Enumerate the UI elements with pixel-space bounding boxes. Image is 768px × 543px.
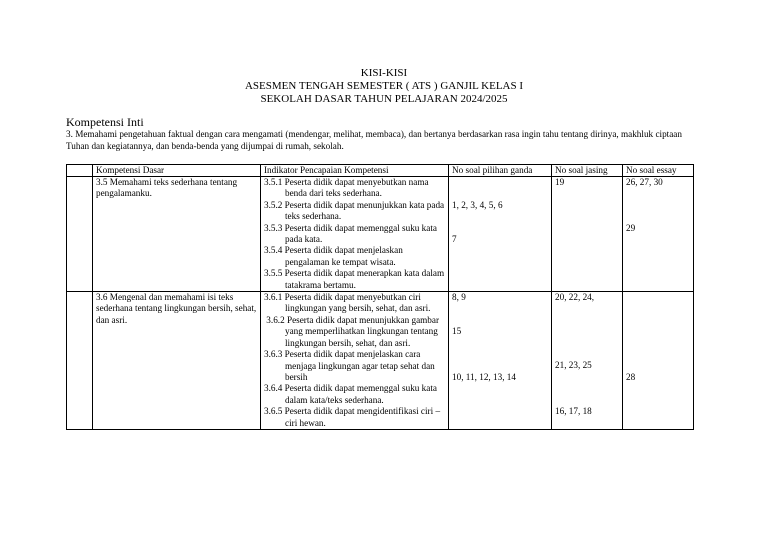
header-pilihan-ganda: No soal pilihan ganda — [449, 165, 552, 177]
header-jasing: No soal jasing — [552, 165, 623, 177]
doc-title: KISI-KISI — [360, 67, 408, 79]
pg-numbers: 10, 11, 12, 13, 14 — [452, 371, 516, 382]
indikator-item: 3.6.2 Peserta didik dapat menunjukkan gambar yang memperlihatkan lingkungan tentang lingkungan bersih, sehat, dan asri. — [264, 314, 442, 348]
jasing-numbers: 19 — [555, 177, 565, 187]
kompetensi-inti-text: 3. Memahami pengetahuan faktual dengan cara mengamati (mendengar, melihat, membaca), dan bertanya berdasarkan rasa ingin tahu tentang dirinya, makhluk ciptaan Tuhan dan kegiatannya, dan benda-benda yang dijumpai di rumah, sekolah. — [66, 129, 682, 151]
pg-numbers: 1, 2, 3, 4, 5, 6 — [452, 199, 503, 210]
essay-numbers: 26, 27, 30 — [626, 177, 663, 187]
pg-cell — [449, 292, 552, 430]
header-cell-blank — [67, 165, 93, 177]
jasing-numbers: 21, 23, 25 — [555, 360, 592, 371]
indikator-item: 3.5.2 Peserta didik dapat menunjukkan kata pada teks sederhana. — [264, 199, 445, 222]
header-indikator: Indikator Pencapaian Kompetensi — [261, 165, 449, 177]
indikator-item: 3.6.3 Peserta didik dapat menjelaskan cara menjaga lingkungan agar tetap sehat dan bersih — [264, 349, 435, 382]
kd-cell: 3.6 Mengenal dan memahami isi teks sederhana tentang lingkungan bersih, sehat, dan asri. — [93, 292, 261, 430]
indikator-item: 3.6.5 Peserta didik dapat mengidentifikasi ciri – ciri hewan. — [264, 406, 441, 428]
jasing-numbers: 20, 22, 24, — [555, 292, 595, 303]
indikator-item: 3.5.4 Peserta didik dapat menjelaskan pengalaman ke tempat wisata. — [264, 245, 403, 267]
doc-school-year: SEKOLAH DASAR TAHUN PELAJARAN 2024/2025 — [260, 93, 508, 105]
table-row — [67, 292, 694, 430]
kisi-kisi-table — [66, 164, 694, 430]
table-header-row — [67, 165, 694, 177]
pg-numbers: 7 — [452, 234, 457, 244]
indikator-item: 3.6.4 Peserta didik dapat memenggal suku kata dalam kata/teks sederhana. — [264, 383, 437, 405]
header-essay: No soal essay — [623, 165, 694, 177]
jasing-cell — [552, 177, 623, 292]
indikator-item: 3.5.1 Peserta didik dapat menyebutkan nama benda dari teks sederhana. — [264, 177, 429, 199]
pg-numbers: 8, 9 — [452, 292, 466, 303]
row-number-cell — [67, 177, 93, 292]
essay-cell — [623, 292, 694, 430]
essay-cell — [623, 177, 694, 292]
essay-numbers: 29 — [626, 222, 636, 233]
table-row — [67, 177, 694, 292]
indikator-item: 3.5.3 Peserta didik dapat memenggal suku kata pada kata. — [264, 222, 437, 245]
doc-subtitle: ASESMEN TENGAH SEMESTER ( ATS ) GANJIL KELAS I — [244, 80, 524, 92]
header-kompetensi-dasar: Kompetensi Dasar — [93, 165, 261, 177]
indikator-cell — [261, 177, 449, 292]
pg-numbers: 15 — [452, 326, 462, 337]
indikator-cell — [261, 292, 449, 430]
essay-numbers: 28 — [626, 371, 636, 382]
row-number-cell — [67, 292, 93, 430]
indikator-item: 3.6.1 Peserta didik dapat menyebutkan ciri lingkungan yang bersih, sehat, dan asri. — [264, 292, 431, 314]
jasing-cell — [552, 292, 623, 430]
jasing-numbers: 16, 17, 18 — [555, 406, 592, 417]
indikator-item: 3.5.5 Peserta didik dapat menerapkan kata dalam tatakrama bertamu. — [264, 268, 445, 290]
kompetensi-inti-heading: Kompetensi Inti — [66, 115, 144, 129]
kd-cell: 3.5 Memahami teks sederhana tentang pengalamanku. — [93, 177, 261, 292]
pg-cell — [449, 177, 552, 292]
